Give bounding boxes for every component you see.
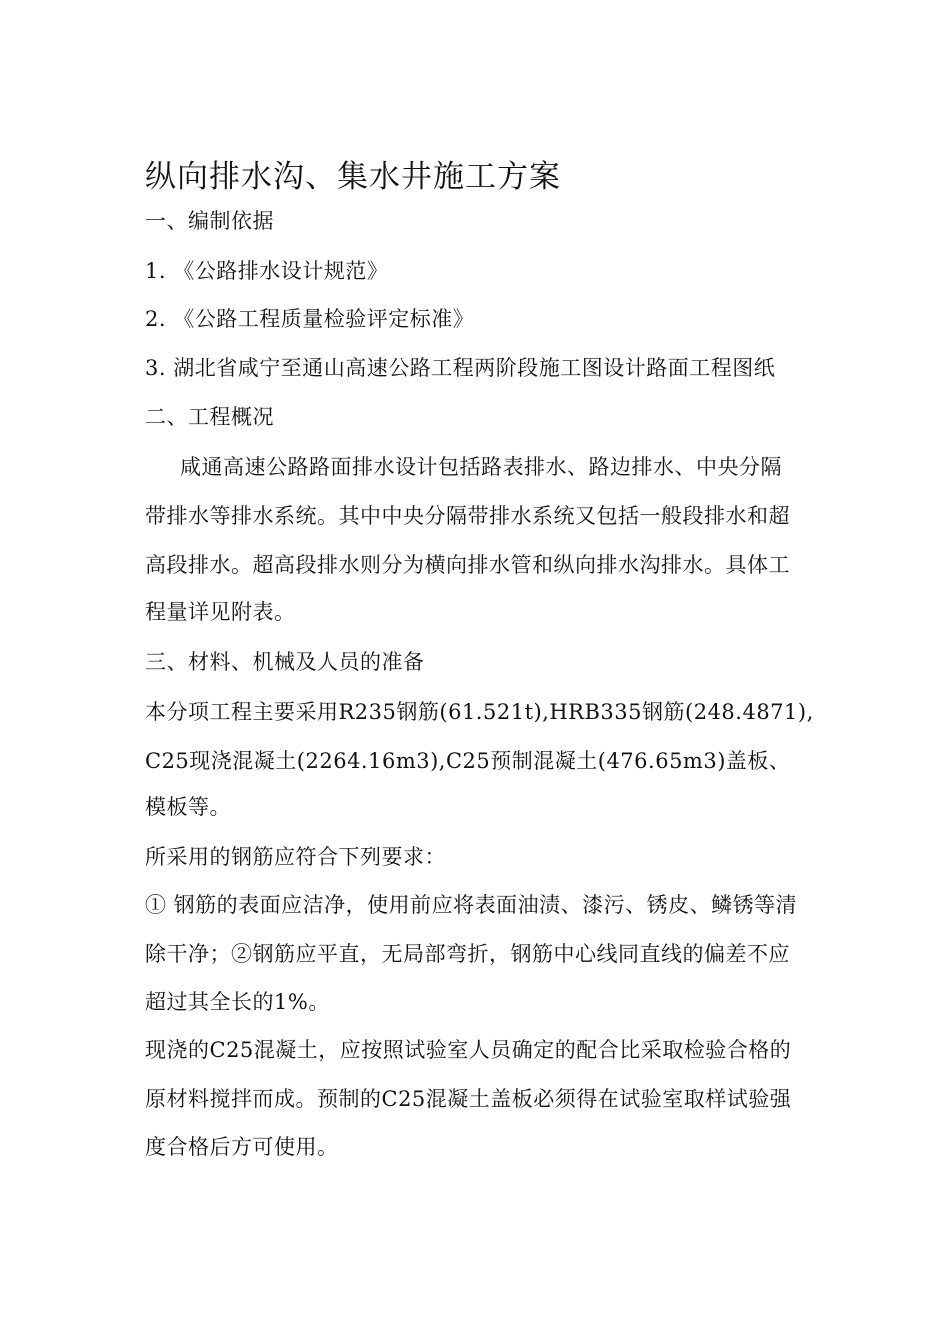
- section-heading-materials: 三、材料、机械及人员的准备: [145, 650, 425, 674]
- rebar-line-3: 超过其全长的1%。: [145, 990, 330, 1014]
- section-heading-basis: 一、编制依据: [145, 209, 274, 233]
- concrete-line-1: 现浇的C25混凝土，应按照试验室人员确定的配合比采取检验合格的: [145, 1038, 792, 1062]
- basis-item-2: 2. 《公路工程质量检验评定标准》: [145, 307, 475, 331]
- basis-item-3: 3. 湖北省咸宁至通山高速公路工程两阶段施工图设计路面工程图纸: [145, 356, 776, 380]
- materials-line-2: C25现浇混凝土(2264.16m3),C25预制混凝土(476.65m3)盖板、: [145, 749, 791, 773]
- rebar-line-2: 除干净；②钢筋应平直，无局部弯折，钢筋中心线同直线的偏差不应: [145, 942, 790, 966]
- document-title: 纵向排水沟、集水井施工方案: [145, 159, 561, 195]
- basis-item-1: 1. 《公路排水设计规范》: [145, 259, 389, 283]
- overview-para-line-2: 带排水等排水系统。其中中央分隔带排水系统又包括一般段排水和超: [145, 504, 790, 528]
- overview-para-line-3: 高段排水。超高段排水则分为横向排水管和纵向排水沟排水。具体工: [145, 553, 790, 577]
- rebar-line-1: ① 钢筋的表面应洁净，使用前应将表面油渍、漆污、锈皮、鳞锈等清: [145, 893, 798, 917]
- concrete-line-2: 原材料搅拌而成。预制的C25混凝土盖板必须得在试验室取样试验强: [145, 1087, 792, 1111]
- materials-line-1: 本分项工程主要采用R235钢筋(61.521t),HRB335钢筋(248.4871),: [145, 700, 814, 724]
- overview-para-line-4: 程量详见附表。: [145, 600, 296, 624]
- section-heading-overview: 二、工程概况: [145, 405, 274, 429]
- rebar-intro: 所采用的钢筋应符合下列要求：: [145, 845, 446, 869]
- concrete-line-3: 度合格后方可使用。: [145, 1135, 339, 1159]
- overview-para-line-1: 咸通高速公路路面排水设计包括路表排水、路边排水、中央分隔: [180, 455, 782, 479]
- materials-line-3: 模板等。: [145, 795, 231, 819]
